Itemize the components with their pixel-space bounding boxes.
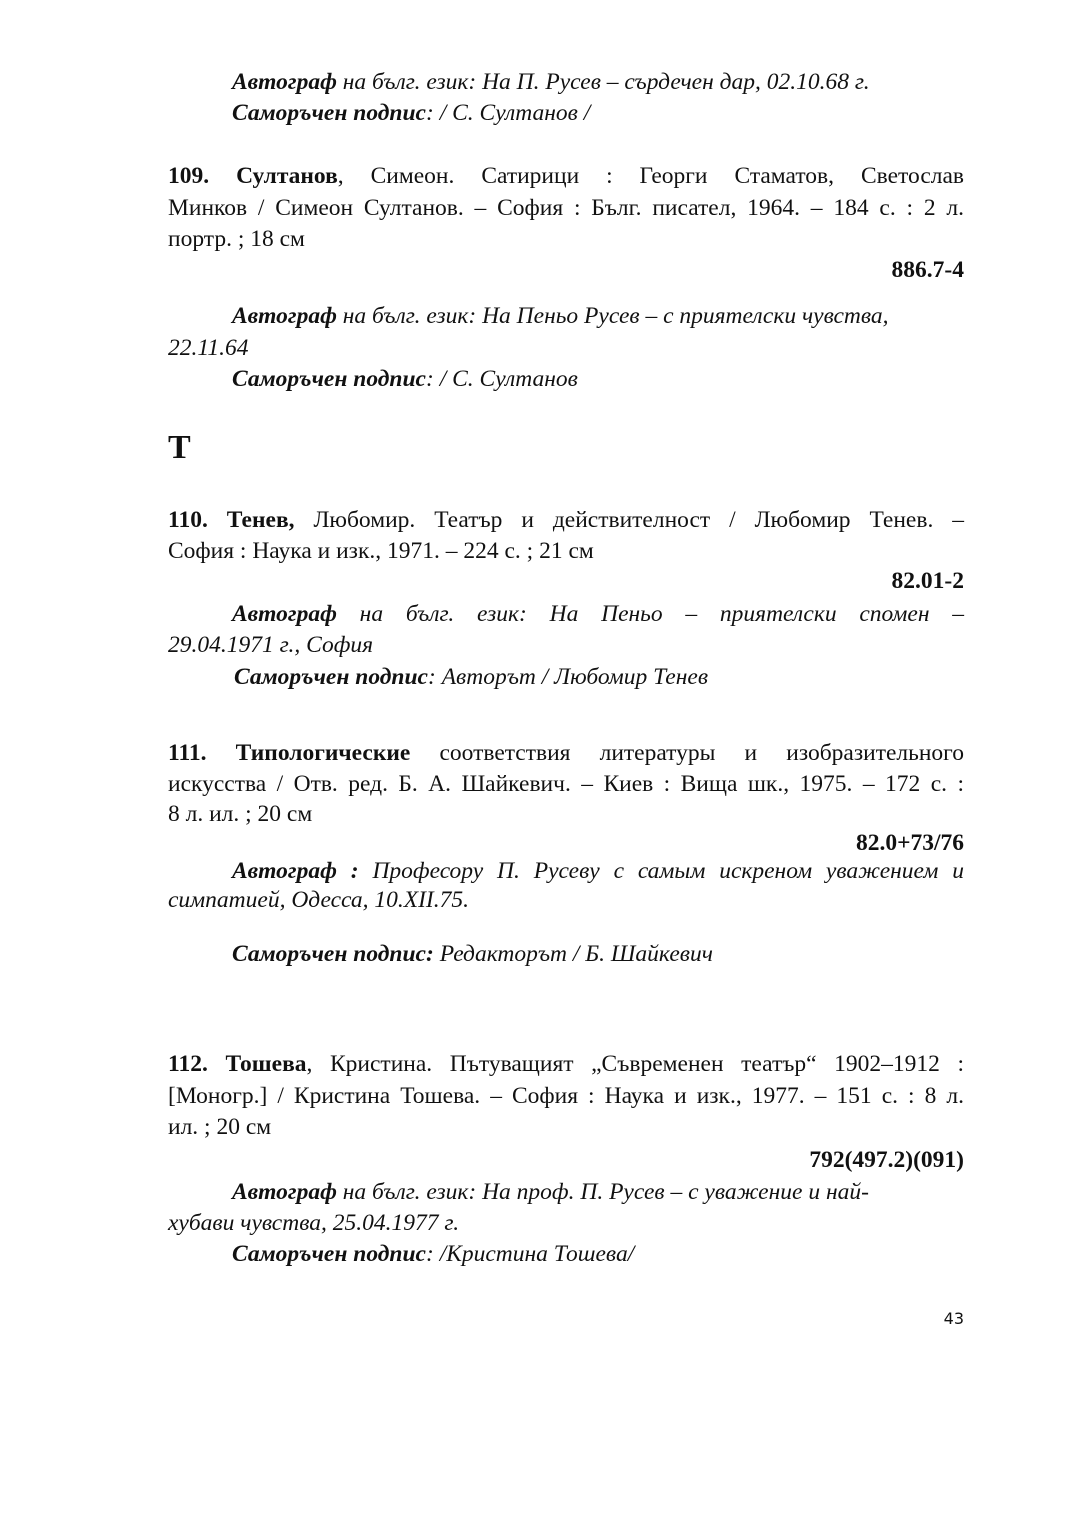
autograph-text: на бълг. език: На проф. П. Русев – с уважение и най-	[336, 1179, 869, 1205]
signature-text: : / С. Султанов /	[426, 100, 591, 126]
entry-number: 112.	[168, 1051, 208, 1077]
entry-111-autograph-line2: симпатией, Одесса, 10.XII.75.	[168, 887, 469, 913]
signature-label: Саморъчен подпис	[232, 1241, 426, 1267]
entry-title-text: , Симеон. Сатирици : Георги Стаматов, Светослав	[337, 163, 965, 189]
signature-label: Саморъчен подпис	[232, 366, 426, 392]
signature-text: : /Кристина Тошева/	[426, 1241, 635, 1267]
entry-112-line3: ил. ; 20 см	[168, 1114, 272, 1140]
entry-109-line3: портр. ; 18 см	[168, 226, 305, 252]
entry-110-autograph-line	[232, 599, 964, 629]
page-number: 43	[943, 1309, 964, 1328]
signature-label: Саморъчен подпис	[234, 664, 428, 690]
prev-autograph-line	[232, 67, 870, 97]
entry-109-line1	[168, 161, 964, 191]
entry-112-line2: [Моногр.] / Кристина Тошева. – София : Наука и изк., 1977. – 151 с. : 8 л.	[168, 1083, 964, 1109]
signature-label: Саморъчен подпис	[232, 100, 426, 126]
entry-112-line1	[168, 1049, 964, 1079]
entry-111-classification: 82.0+73/76	[855, 830, 964, 856]
entry-author: Тенев,	[226, 507, 295, 533]
prev-signature-line	[232, 98, 590, 128]
entry-112-classification: 792(497.2)(091)	[809, 1147, 964, 1173]
autograph-text: Професору П. Русеву с самым искреном уважением и	[358, 858, 964, 884]
entry-title-text: Любомир. Театър и действителност / Любомир Тенев. –	[294, 507, 965, 533]
entry-110-classification: 82.01-2	[891, 568, 964, 594]
entry-110-autograph-line2: 29.04.1971 г., София	[168, 632, 374, 658]
signature-label: Саморъчен подпис:	[232, 941, 434, 967]
entry-author: Тошева	[225, 1051, 307, 1077]
entry-number: 109.	[168, 163, 210, 189]
autograph-label: Автограф	[232, 69, 337, 95]
autograph-label: Автограф	[232, 601, 337, 627]
entry-title-text: , Кристина. Пътуващият „Съвременен театър“ 1902–1912 :	[306, 1051, 964, 1077]
entry-109-autograph-line	[232, 301, 889, 331]
entry-number: 110.	[168, 507, 208, 533]
entry-112-autograph-line	[232, 1177, 869, 1207]
entry-author: Типологические	[235, 740, 411, 766]
signature-text: : / С. Султанов	[426, 366, 578, 392]
entry-111-line1	[168, 738, 964, 768]
autograph-text: на бълг. език: На Пеньо – приятелски спомен –	[336, 601, 964, 627]
autograph-label: Автограф :	[232, 858, 359, 884]
entry-110-line1	[168, 505, 964, 535]
entry-author: Султанов	[236, 163, 338, 189]
autograph-text: на бълг. език: На П. Русев – сърдечен дар, 02.10.68 г.	[336, 69, 870, 95]
entry-109-classification: 886.7-4	[891, 257, 964, 283]
entry-111-signature-line	[232, 939, 713, 969]
entry-109-signature-line	[232, 364, 578, 394]
entry-111-autograph-line	[232, 856, 964, 886]
entry-109-autograph-line2: 22.11.64	[168, 335, 249, 361]
entry-title-text: соответствия литературы и изобразительного	[410, 740, 964, 766]
entry-112-autograph-line2: хубави чувства, 25.04.1977 г.	[168, 1210, 460, 1236]
entry-110-signature-line	[234, 662, 708, 692]
signature-text: Редакторът / Б. Шайкевич	[433, 941, 713, 967]
signature-text: : Авторът / Любомир Тенев	[428, 664, 709, 690]
entry-number: 111.	[168, 740, 207, 766]
autograph-label: Автограф	[232, 303, 337, 329]
section-letter: Т	[168, 429, 191, 466]
entry-110-line2: София : Наука и изк., 1971. – 224 с. ; 21 см	[168, 538, 594, 564]
entry-109-line2: Минков / Симеон Султанов. – София : Бълг. писател, 1964. – 184 с. : 2 л.	[168, 195, 964, 221]
autograph-label: Автограф	[232, 1179, 337, 1205]
autograph-text: на бълг. език: На Пеньо Русев – с приятелски чувства,	[336, 303, 889, 329]
entry-112-signature-line	[232, 1239, 634, 1269]
entry-111-line3: 8 л. ил. ; 20 см	[168, 801, 313, 827]
entry-111-line2: искусства / Отв. ред. Б. А. Шайкевич. – Киев : Вища шк., 1975. – 172 с. :	[168, 771, 964, 797]
